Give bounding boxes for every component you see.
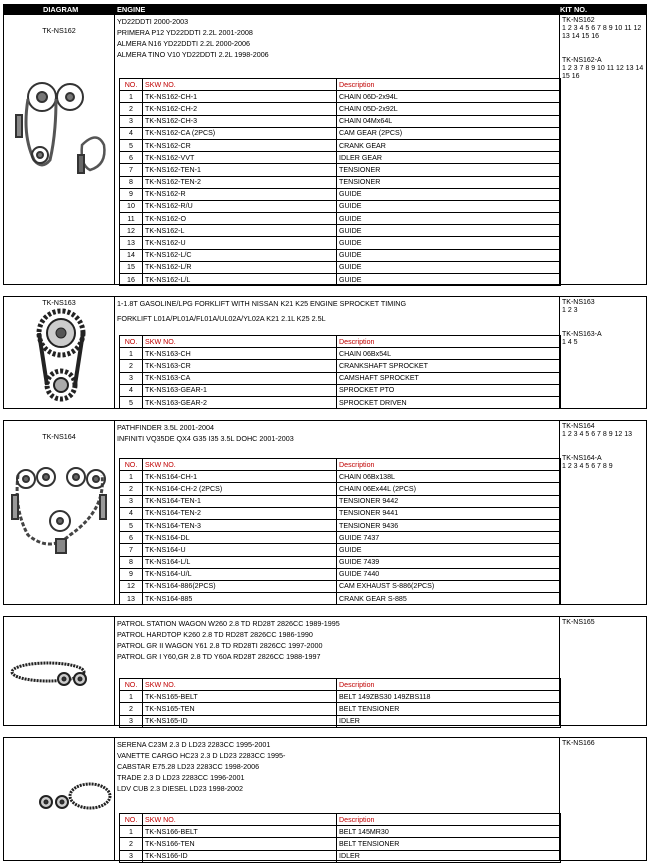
table-row [120, 532, 561, 544]
col-skw: SKW NO. [143, 79, 337, 91]
table-row [120, 544, 561, 556]
part-skw: TK-NS163-CR [143, 360, 337, 372]
engine-line: 1-1.8T GASOLINE/LPG FORKLIFT WITH NISSAN K21 K25 ENGINE SPROCKET TIMING [117, 299, 407, 308]
col-skw: SKW NO. [143, 336, 337, 348]
part-desc: SPROCKET DRIVEN [337, 396, 561, 408]
header-bar [3, 4, 647, 14]
part-desc: GUIDE [337, 544, 561, 556]
table-row [120, 91, 561, 103]
table-row [120, 249, 561, 261]
col-desc: Description [337, 679, 561, 691]
part-no: 3 [120, 850, 143, 862]
table-row [120, 261, 561, 273]
part-desc: CHAIN 06D-2x94L [337, 91, 561, 103]
part-skw: TK-NS162-L/R [143, 261, 337, 273]
part-skw: TK-NS163-GEAR-2 [143, 396, 337, 408]
col-no: NO. [120, 679, 143, 691]
part-no: 5 [120, 396, 143, 408]
table-row [120, 103, 561, 115]
table-row [120, 176, 561, 188]
engine-line: CABSTAR E75.28 LD23 2283CC 1998-2006 [117, 762, 260, 771]
header-engine: ENGINE [117, 5, 146, 14]
table-row [120, 483, 561, 495]
col-desc: Description [337, 79, 561, 91]
table-row [120, 838, 561, 850]
table-row [120, 384, 561, 396]
timing-belt-kit-diagram [34, 780, 114, 816]
block-tk-ns162 [3, 14, 647, 285]
diagram-code: TK-NS163 [42, 298, 76, 307]
part-skw: TK-NS164-CH-1 [143, 471, 337, 483]
part-desc: GUIDE [337, 249, 561, 261]
engine-line: INFINITI VQ35DE QX4 G35 I35 3.5L DOHC 2001-2003 [117, 434, 294, 443]
part-no: 14 [120, 249, 143, 261]
parts-table [119, 335, 561, 409]
part-skw: TK-NS164-L/L [143, 556, 337, 568]
part-skw: TK-NS163-CH [143, 348, 337, 360]
kit-name: TK-NS164 [562, 423, 595, 430]
part-skw: TK-NS162-U [143, 237, 337, 249]
col-skw: SKW NO. [143, 814, 337, 826]
part-desc: TENSIONER 9442 [337, 495, 561, 507]
part-desc: CHAIN 06Ex44L (2PCS) [337, 483, 561, 495]
part-no: 10 [120, 200, 143, 212]
part-no: 1 [120, 691, 143, 703]
table-row [120, 396, 561, 408]
part-skw: TK-NS164-U [143, 544, 337, 556]
part-desc: GUIDE [337, 188, 561, 200]
table-row [120, 850, 561, 862]
part-skw: TK-NS164-DL [143, 532, 337, 544]
part-skw: TK-NS162-R/U [143, 200, 337, 212]
part-desc: BELT 145MR30 [337, 826, 561, 838]
part-skw: TK-NS163-CA [143, 372, 337, 384]
part-skw: TK-NS164-TEN-2 [143, 507, 337, 519]
part-no: 8 [120, 556, 143, 568]
table-row [120, 507, 561, 519]
part-no: 9 [120, 568, 143, 580]
engine-line: PATROL STATION WAGON W260 2.8 TD RD28T 2826CC 1989-1995 [117, 619, 340, 628]
diagram-code: TK-NS162 [42, 26, 76, 35]
part-skw: TK-NS166-ID [143, 850, 337, 862]
part-desc: CAM GEAR (2PCS) [337, 127, 561, 139]
part-skw: TK-NS164-U/L [143, 568, 337, 580]
kit-items: 1 4 5 [562, 339, 578, 346]
part-no: 5 [120, 139, 143, 151]
sprocket-chain-diagram [30, 307, 92, 405]
part-no: 8 [120, 176, 143, 188]
part-no: 4 [120, 384, 143, 396]
table-row [120, 115, 561, 127]
engine-line: PATROL HARDTOP K260 2.8 TD RD28T 2826CC 1986-1990 [117, 630, 313, 639]
part-no: 9 [120, 188, 143, 200]
part-desc: CAMSHAFT SPROCKET [337, 372, 561, 384]
col-skw: SKW NO. [143, 679, 337, 691]
part-desc: GUIDE [337, 261, 561, 273]
part-no: 12 [120, 225, 143, 237]
part-skw: TK-NS162-CH-1 [143, 91, 337, 103]
part-skw: TK-NS162-TEN-1 [143, 164, 337, 176]
part-desc: TENSIONER 9436 [337, 519, 561, 531]
kit-items: 1 2 3 7 8 9 10 11 12 13 14 15 16 [562, 65, 644, 80]
engine-line: LDV CUB 2.3 DIESEL LD23 1998-2002 [117, 784, 243, 793]
block-tk-ns166 [3, 737, 647, 861]
engine-line: VANETTE CARGO HC23 2.3 D LD23 2283CC 1995- [117, 751, 286, 760]
col-no: NO. [120, 459, 143, 471]
part-desc: BELT TENSIONER [337, 703, 561, 715]
part-no: 13 [120, 593, 143, 605]
kit-name: TK-NS165 [562, 619, 595, 626]
timing-belt-kit-diagram [8, 655, 112, 689]
part-skw: TK-NS162-TEN-2 [143, 176, 337, 188]
part-skw: TK-NS162-VVT [143, 152, 337, 164]
parts-header-row [120, 79, 561, 91]
part-no: 5 [120, 519, 143, 531]
engine-line: ALMERA N16 YD22DDTI 2.2L 2000-2006 [117, 39, 251, 48]
table-row [120, 274, 561, 286]
parts-header-row [120, 814, 561, 826]
part-no: 1 [120, 91, 143, 103]
part-skw: TK-NS166-TEN [143, 838, 337, 850]
table-row [120, 556, 561, 568]
part-skw: TK-NS162-CH-3 [143, 115, 337, 127]
engine-line: TRADE 2.3 D LD23 2283CC 1996-2001 [117, 773, 245, 782]
table-row [120, 348, 561, 360]
part-no: 15 [120, 261, 143, 273]
table-row [120, 152, 561, 164]
part-no: 2 [120, 483, 143, 495]
kit-items: 1 2 3 4 5 6 7 8 9 10 11 12 13 14 15 16 [562, 25, 642, 40]
header-kit: KIT NO. [560, 5, 588, 14]
part-desc: GUIDE [337, 225, 561, 237]
col-no: NO. [120, 79, 143, 91]
table-row [120, 225, 561, 237]
parts-table [119, 78, 561, 286]
part-no: 3 [120, 372, 143, 384]
table-row [120, 360, 561, 372]
header-diagram: DIAGRAM [43, 5, 79, 14]
block-tk-ns163 [3, 296, 647, 409]
part-desc: CRANK GEAR [337, 139, 561, 151]
engine-line: SERENA C23M 2.3 D LD23 2283CC 1995-2001 [117, 740, 271, 749]
part-desc: TENSIONER 9441 [337, 507, 561, 519]
part-desc: BELT 149ZBS30 149ZBS118 [337, 691, 561, 703]
table-row [120, 580, 561, 592]
col-no: NO. [120, 336, 143, 348]
kit-items: 1 2 3 4 5 6 7 8 9 12 13 [562, 431, 633, 438]
table-row [120, 519, 561, 531]
block-tk-ns165 [3, 616, 647, 726]
parts-table [119, 813, 561, 863]
engine-line: PATROL GR I Y60,GR 2.8 TD Y60A RD28T 2826CC 1988-1997 [117, 652, 321, 661]
part-desc: IDLER [337, 715, 561, 727]
part-no: 12 [120, 580, 143, 592]
part-desc: CAM EXHAUST S-886(2PCS) [337, 580, 561, 592]
part-no: 1 [120, 826, 143, 838]
table-row [120, 691, 561, 703]
diagram-code: TK-NS164 [42, 432, 76, 441]
part-skw: TK-NS162-CR [143, 139, 337, 151]
part-no: 1 [120, 471, 143, 483]
table-row [120, 715, 561, 727]
part-no: 3 [120, 495, 143, 507]
table-row [120, 200, 561, 212]
kit-name: TK-NS162 [562, 17, 595, 24]
part-no: 2 [120, 838, 143, 850]
part-no: 6 [120, 532, 143, 544]
part-desc: GUIDE [337, 213, 561, 225]
part-skw: TK-NS162-L [143, 225, 337, 237]
part-desc: IDLER [337, 850, 561, 862]
col-desc: Description [337, 459, 561, 471]
engine-line: YD22DDTI 2000-2003 [117, 17, 189, 26]
part-no: 13 [120, 237, 143, 249]
engine-line: PATHFINDER 3.5L 2001-2004 [117, 423, 214, 432]
table-row [120, 164, 561, 176]
kit-name: TK-NS162-A [562, 57, 602, 64]
engine-line: FORKLIFT L01A/PL01A/FL01A/UL02A/YL02A K21 2.1L K25 2.5L [117, 314, 326, 323]
part-no: 4 [120, 127, 143, 139]
timing-chain-kit-diagram [12, 75, 112, 180]
table-row [120, 213, 561, 225]
part-no: 2 [120, 703, 143, 715]
parts-table [119, 458, 561, 605]
part-skw: TK-NS164-TEN-1 [143, 495, 337, 507]
part-skw: TK-NS166-BELT [143, 826, 337, 838]
part-no: 1 [120, 348, 143, 360]
part-desc: CHAIN 06Bx54L [337, 348, 561, 360]
table-row [120, 495, 561, 507]
col-desc: Description [337, 814, 561, 826]
part-no: 3 [120, 115, 143, 127]
part-no: 7 [120, 544, 143, 556]
table-row [120, 127, 561, 139]
part-no: 2 [120, 103, 143, 115]
timing-chain-kit-diagram [10, 465, 112, 557]
table-row [120, 471, 561, 483]
part-desc: GUIDE [337, 274, 561, 286]
part-no: 6 [120, 152, 143, 164]
table-row [120, 826, 561, 838]
part-skw: TK-NS165-ID [143, 715, 337, 727]
parts-header-row [120, 679, 561, 691]
part-desc: IDLER GEAR [337, 152, 561, 164]
part-skw: TK-NS164-CH-2 (2PCS) [143, 483, 337, 495]
part-skw: TK-NS164-TEN-3 [143, 519, 337, 531]
part-desc: GUIDE [337, 237, 561, 249]
part-desc: GUIDE [337, 200, 561, 212]
part-desc: CRANK GEAR S-885 [337, 593, 561, 605]
part-skw: TK-NS164-886(2PCS) [143, 580, 337, 592]
block-tk-ns164 [3, 420, 647, 605]
part-desc: GUIDE 7440 [337, 568, 561, 580]
col-no: NO. [120, 814, 143, 826]
col-skw: SKW NO. [143, 459, 337, 471]
parts-header-row [120, 459, 561, 471]
part-skw: TK-NS162-R [143, 188, 337, 200]
kit-items: 1 2 3 4 5 6 7 8 9 [562, 463, 613, 470]
parts-header-row [120, 336, 561, 348]
part-skw: TK-NS162-L/C [143, 249, 337, 261]
table-row [120, 139, 561, 151]
table-row [120, 593, 561, 605]
part-no: 11 [120, 213, 143, 225]
part-no: 3 [120, 715, 143, 727]
part-desc: CHAIN 05D-2x92L [337, 103, 561, 115]
kit-name: TK-NS163-A [562, 331, 602, 338]
engine-line: PATROL GR II WAGON Y61 2.8 TD RD28TI 2826CC 1997-2000 [117, 641, 323, 650]
part-no: 4 [120, 507, 143, 519]
part-desc: GUIDE 7439 [337, 556, 561, 568]
part-desc: TENSIONER [337, 176, 561, 188]
table-row [120, 568, 561, 580]
table-row [120, 703, 561, 715]
table-row [120, 188, 561, 200]
part-no: 7 [120, 164, 143, 176]
engine-line: ALMERA TINO V10 YD22DDTI 2.2L 1998-2006 [117, 50, 269, 59]
part-skw: TK-NS164-885 [143, 593, 337, 605]
kit-items: 1 2 3 [562, 307, 578, 314]
table-row [120, 237, 561, 249]
part-desc: CHAIN 04Mx64L [337, 115, 561, 127]
part-skw: TK-NS162-CH-2 [143, 103, 337, 115]
table-row [120, 372, 561, 384]
part-skw: TK-NS163-GEAR-1 [143, 384, 337, 396]
part-no: 16 [120, 274, 143, 286]
kit-name: TK-NS164-A [562, 455, 602, 462]
part-desc: CHAIN 06Bx138L [337, 471, 561, 483]
part-desc: BELT TENSIONER [337, 838, 561, 850]
part-desc: TENSIONER [337, 164, 561, 176]
part-desc: GUIDE 7437 [337, 532, 561, 544]
part-no: 2 [120, 360, 143, 372]
engine-line: PRIMERA P12 YD22DDTI 2.2L 2001-2008 [117, 28, 253, 37]
part-skw: TK-NS162-O [143, 213, 337, 225]
part-desc: SPROCKET PTO [337, 384, 561, 396]
col-desc: Description [337, 336, 561, 348]
kit-name: TK-NS163 [562, 299, 595, 306]
part-skw: TK-NS162-L/L [143, 274, 337, 286]
kit-name: TK-NS166 [562, 740, 595, 747]
part-skw: TK-NS162-CA (2PCS) [143, 127, 337, 139]
part-skw: TK-NS165-TEN [143, 703, 337, 715]
part-desc: CRANKSHAFT SPROCKET [337, 360, 561, 372]
part-skw: TK-NS165-BELT [143, 691, 337, 703]
parts-table [119, 678, 561, 728]
